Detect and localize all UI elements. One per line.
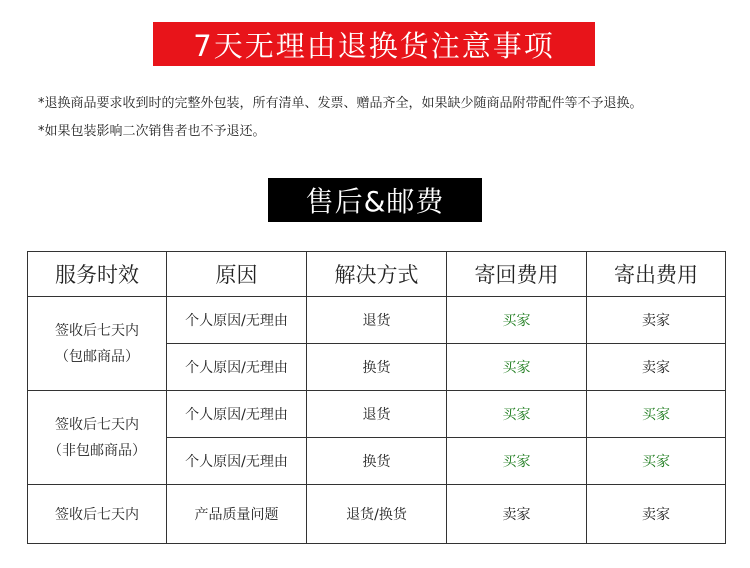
header-period: 服务时效 (28, 252, 167, 297)
period-note: （非包邮商品） (48, 442, 146, 459)
table-row (28, 485, 726, 544)
period-line: 签收后七天内 (55, 507, 139, 523)
ship-fee-cell: 买家 (587, 438, 726, 485)
header-ship-fee: 寄出费用 (587, 252, 726, 297)
reason-cell: 个人原因/无理由 (167, 391, 307, 438)
table-row (28, 391, 726, 438)
ship-fee-cell: 卖家 (587, 297, 726, 344)
solution-cell: 退货/换货 (307, 485, 447, 544)
note-line: *如果包装影响二次销售者也不予退还。 (38, 124, 266, 139)
return-fee-cell: 买家 (447, 391, 587, 438)
header-return-fee: 寄回费用 (447, 252, 587, 297)
return-fee-cell: 买家 (447, 438, 587, 485)
period-cell (28, 297, 167, 391)
reason-cell: 产品质量问题 (167, 485, 307, 544)
period-line: 签收后七天内 (55, 416, 139, 433)
header-solution: 解决方式 (307, 252, 447, 297)
return-fee-cell: 买家 (447, 344, 587, 391)
solution-cell: 换货 (307, 438, 447, 485)
note-line: *退换商品要求收到时的完整外包装，所有清单、发票、赠品齐全，如果缺少随商品附带配件等不予退换。 (38, 96, 643, 111)
period-cell (28, 485, 167, 544)
solution-cell: 退货 (307, 391, 447, 438)
section-banner: 售后&邮费 (268, 178, 482, 222)
reason-cell: 个人原因/无理由 (167, 344, 307, 391)
title-banner: 7天无理由退换货注意事项 (153, 22, 595, 66)
after-sales-table (27, 251, 726, 544)
notes (38, 90, 643, 146)
table-row (28, 297, 726, 344)
header-reason: 原因 (167, 252, 307, 297)
period-note: （包邮商品） (55, 348, 139, 365)
reason-cell: 个人原因/无理由 (167, 297, 307, 344)
period-line: 签收后七天内 (55, 322, 139, 339)
period-cell (28, 391, 167, 485)
return-fee-cell: 买家 (447, 297, 587, 344)
ship-fee-cell: 卖家 (587, 344, 726, 391)
ship-fee-cell: 卖家 (587, 485, 726, 544)
table-header-row (28, 252, 726, 297)
return-fee-cell: 卖家 (447, 485, 587, 544)
reason-cell: 个人原因/无理由 (167, 438, 307, 485)
ship-fee-cell: 买家 (587, 391, 726, 438)
solution-cell: 退货 (307, 297, 447, 344)
solution-cell: 换货 (307, 344, 447, 391)
